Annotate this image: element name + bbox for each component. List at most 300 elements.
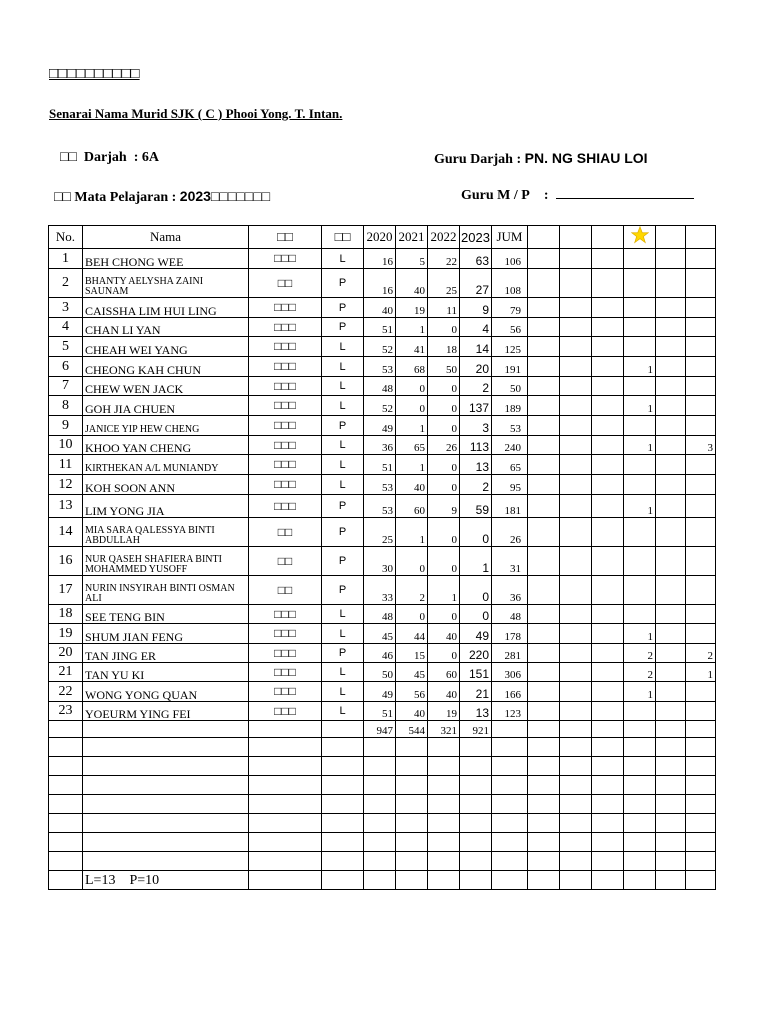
- empty-cell: [49, 814, 83, 833]
- score-2021: 1: [396, 455, 428, 475]
- class-info: [60, 150, 159, 166]
- empty-cell: [560, 833, 592, 852]
- subject-info: [54, 188, 270, 206]
- score-total: 108: [492, 269, 528, 298]
- empty-cell: [560, 337, 592, 357]
- header-star: [624, 226, 656, 249]
- table-row: [49, 518, 716, 547]
- table-row: [49, 682, 716, 702]
- summary-row: [49, 871, 716, 890]
- empty-cell: [492, 833, 528, 852]
- score-2022: 22: [428, 249, 460, 269]
- score-2020: 40: [364, 298, 396, 318]
- score-total: 106: [492, 249, 528, 269]
- score-2022: 11: [428, 298, 460, 318]
- empty-cell: [249, 757, 322, 776]
- score-2023: 0: [460, 518, 492, 547]
- student-sex: P: [322, 576, 364, 605]
- header-chinese-name: □□: [249, 226, 322, 249]
- extra-count: [686, 377, 716, 396]
- row-number: 6: [49, 357, 83, 377]
- empty-cell: [592, 518, 624, 547]
- header-empty: [528, 226, 560, 249]
- score-2020: 45: [364, 624, 396, 644]
- student-sex: L: [322, 702, 364, 721]
- score-2021: 15: [396, 644, 428, 663]
- score-2022: 0: [428, 547, 460, 576]
- extra-count: [686, 396, 716, 416]
- score-2023: 20: [460, 357, 492, 377]
- score-2020: 52: [364, 396, 396, 416]
- student-name: CAISSHA LIM HUI LING: [83, 298, 249, 318]
- empty-cell: [396, 776, 428, 795]
- score-total: 53: [492, 416, 528, 436]
- empty-cell: [686, 738, 716, 757]
- empty-cell: [592, 795, 624, 814]
- empty-cell: [656, 833, 686, 852]
- empty-cell: [592, 337, 624, 357]
- score-2023: 21: [460, 682, 492, 702]
- empty-cell: [249, 814, 322, 833]
- empty-cell: [492, 852, 528, 871]
- empty-cell: [528, 377, 560, 396]
- empty-cell: [624, 721, 656, 738]
- empty-cell: [656, 337, 686, 357]
- row-number: 20: [49, 644, 83, 663]
- total-2020: 947: [364, 721, 396, 738]
- table-row: [49, 547, 716, 576]
- score-2020: 16: [364, 249, 396, 269]
- score-2022: 50: [428, 357, 460, 377]
- table-row: [49, 576, 716, 605]
- empty-cell: [528, 663, 560, 682]
- score-2022: 25: [428, 269, 460, 298]
- empty-cell: [396, 795, 428, 814]
- table-row: [49, 605, 716, 624]
- empty-cell: [686, 721, 716, 738]
- class-teacher-label: Guru Darjah :: [434, 152, 522, 167]
- student-sex: L: [322, 624, 364, 644]
- empty-cell: [656, 682, 686, 702]
- table-row: [49, 624, 716, 644]
- empty-cell: [686, 814, 716, 833]
- empty-cell: [592, 318, 624, 337]
- empty-cell: [656, 644, 686, 663]
- class-label-cn: □□: [60, 150, 77, 165]
- student-chinese-name: □□□: [249, 495, 322, 518]
- empty-cell: [49, 757, 83, 776]
- student-sex: L: [322, 357, 364, 377]
- score-2022: 0: [428, 455, 460, 475]
- score-2023: 27: [460, 269, 492, 298]
- score-2021: 40: [396, 269, 428, 298]
- empty-cell: [364, 776, 396, 795]
- score-total: 65: [492, 455, 528, 475]
- blank-row: [49, 738, 716, 757]
- empty-cell: [528, 605, 560, 624]
- score-2020: 51: [364, 455, 396, 475]
- row-number: 13: [49, 495, 83, 518]
- empty-cell: [49, 721, 83, 738]
- score-2021: 2: [396, 576, 428, 605]
- score-total: 36: [492, 576, 528, 605]
- score-total: 48: [492, 605, 528, 624]
- empty-cell: [656, 416, 686, 436]
- school-chinese-title: □□□□□□□□□□: [49, 66, 140, 82]
- empty-cell: [528, 738, 560, 757]
- empty-cell: [560, 475, 592, 495]
- empty-cell: [656, 852, 686, 871]
- extra-count: [686, 318, 716, 337]
- empty-cell: [49, 833, 83, 852]
- student-sex: L: [322, 377, 364, 396]
- empty-cell: [592, 269, 624, 298]
- empty-cell: [83, 721, 249, 738]
- table-header-row: [49, 226, 716, 249]
- student-name: CHEAH WEI YANG: [83, 337, 249, 357]
- empty-cell: [249, 795, 322, 814]
- score-2021: 0: [396, 377, 428, 396]
- row-number: 12: [49, 475, 83, 495]
- empty-cell: [322, 833, 364, 852]
- empty-cell: [428, 795, 460, 814]
- empty-cell: [528, 357, 560, 377]
- student-sex: L: [322, 682, 364, 702]
- empty-cell: [656, 624, 686, 644]
- star-count: 1: [624, 682, 656, 702]
- subject-label: Mata Pelajaran :: [74, 190, 177, 205]
- blank-row: [49, 833, 716, 852]
- header-2022: 2022: [428, 226, 460, 249]
- student-name: KOH SOON ANN: [83, 475, 249, 495]
- score-2022: 0: [428, 396, 460, 416]
- empty-cell: [322, 871, 364, 890]
- empty-cell: [592, 682, 624, 702]
- subject-value: 2023□□□□□□□: [179, 188, 271, 204]
- empty-cell: [83, 814, 249, 833]
- row-number: 11: [49, 455, 83, 475]
- empty-cell: [322, 757, 364, 776]
- empty-cell: [592, 475, 624, 495]
- score-total: 240: [492, 436, 528, 455]
- empty-cell: [428, 738, 460, 757]
- empty-cell: [686, 776, 716, 795]
- empty-cell: [528, 576, 560, 605]
- empty-cell: [560, 495, 592, 518]
- empty-cell: [656, 547, 686, 576]
- extra-count: [686, 702, 716, 721]
- row-number: 21: [49, 663, 83, 682]
- score-2020: 53: [364, 495, 396, 518]
- row-number: 18: [49, 605, 83, 624]
- score-2021: 1: [396, 518, 428, 547]
- row-number: 22: [49, 682, 83, 702]
- empty-cell: [560, 396, 592, 416]
- row-number: 1: [49, 249, 83, 269]
- star-count: [624, 318, 656, 337]
- empty-cell: [560, 663, 592, 682]
- table-row: [49, 436, 716, 455]
- empty-cell: [396, 757, 428, 776]
- empty-cell: [560, 518, 592, 547]
- empty-cell: [592, 495, 624, 518]
- student-chinese-name: □□□: [249, 396, 322, 416]
- student-sex: L: [322, 663, 364, 682]
- star-count: [624, 702, 656, 721]
- empty-cell: [560, 814, 592, 833]
- empty-cell: [624, 795, 656, 814]
- star-count: 1: [624, 357, 656, 377]
- score-2020: 51: [364, 318, 396, 337]
- empty-cell: [528, 852, 560, 871]
- student-chinese-name: □□□: [249, 318, 322, 337]
- star-count: [624, 455, 656, 475]
- score-2022: 0: [428, 475, 460, 495]
- empty-cell: [656, 814, 686, 833]
- score-2022: 9: [428, 495, 460, 518]
- extra-count: [686, 624, 716, 644]
- empty-cell: [528, 795, 560, 814]
- empty-cell: [592, 644, 624, 663]
- score-2023: 59: [460, 495, 492, 518]
- student-sex: L: [322, 249, 364, 269]
- header-2020: 2020: [364, 226, 396, 249]
- extra-count: [686, 337, 716, 357]
- score-2023: 4: [460, 318, 492, 337]
- empty-cell: [656, 605, 686, 624]
- empty-cell: [592, 416, 624, 436]
- score-2020: 49: [364, 682, 396, 702]
- empty-cell: [560, 702, 592, 721]
- student-chinese-name: □□□: [249, 455, 322, 475]
- empty-cell: [560, 721, 592, 738]
- star-count: [624, 337, 656, 357]
- empty-cell: [592, 455, 624, 475]
- extra-count: 1: [686, 663, 716, 682]
- table-row: [49, 495, 716, 518]
- empty-cell: [592, 249, 624, 269]
- score-2020: 48: [364, 377, 396, 396]
- empty-cell: [560, 682, 592, 702]
- empty-cell: [592, 298, 624, 318]
- score-2021: 0: [396, 547, 428, 576]
- score-2021: 68: [396, 357, 428, 377]
- empty-cell: [249, 721, 322, 738]
- empty-cell: [560, 377, 592, 396]
- extra-count: 2: [686, 644, 716, 663]
- student-name: WONG YONG QUAN: [83, 682, 249, 702]
- score-2023: 14: [460, 337, 492, 357]
- total-2023: 921: [460, 721, 492, 738]
- score-2022: 60: [428, 663, 460, 682]
- empty-cell: [249, 738, 322, 757]
- empty-cell: [428, 757, 460, 776]
- score-total: 166: [492, 682, 528, 702]
- empty-cell: [560, 455, 592, 475]
- empty-cell: [560, 318, 592, 337]
- empty-cell: [592, 357, 624, 377]
- table-row: [49, 357, 716, 377]
- empty-cell: [592, 605, 624, 624]
- empty-cell: [396, 833, 428, 852]
- score-2023: 49: [460, 624, 492, 644]
- empty-cell: [396, 814, 428, 833]
- empty-cell: [656, 757, 686, 776]
- empty-cell: [396, 871, 428, 890]
- score-2020: 25: [364, 518, 396, 547]
- table-row: [49, 318, 716, 337]
- empty-cell: [656, 702, 686, 721]
- empty-cell: [560, 757, 592, 776]
- header-empty: [592, 226, 624, 249]
- header-no: No.: [49, 226, 83, 249]
- score-2020: 48: [364, 605, 396, 624]
- document-title: Senarai Nama Murid SJK ( C ) Phooi Yong. T. Intan.: [49, 106, 343, 121]
- empty-cell: [656, 663, 686, 682]
- extra-count: [686, 416, 716, 436]
- empty-cell: [686, 852, 716, 871]
- total-2022: 321: [428, 721, 460, 738]
- student-sex: L: [322, 605, 364, 624]
- student-name: GOH JIA CHUEN: [83, 396, 249, 416]
- row-number: 8: [49, 396, 83, 416]
- row-number: 14: [49, 518, 83, 547]
- score-2020: 49: [364, 416, 396, 436]
- score-2023: 13: [460, 455, 492, 475]
- score-2023: 151: [460, 663, 492, 682]
- empty-cell: [492, 757, 528, 776]
- empty-cell: [624, 776, 656, 795]
- empty-cell: [528, 396, 560, 416]
- row-number: 23: [49, 702, 83, 721]
- student-name: NURIN INSYIRAH BINTI OSMAN ALI: [83, 576, 249, 605]
- score-2021: 19: [396, 298, 428, 318]
- score-2021: 40: [396, 702, 428, 721]
- empty-cell: [528, 721, 560, 738]
- star-count: 2: [624, 644, 656, 663]
- star-count: [624, 298, 656, 318]
- empty-cell: [560, 644, 592, 663]
- empty-cell: [364, 738, 396, 757]
- empty-cell: [528, 833, 560, 852]
- class-teacher-info: [434, 150, 648, 168]
- empty-cell: [364, 852, 396, 871]
- student-name: CHEONG KAH CHUN: [83, 357, 249, 377]
- student-name: BEH CHONG WEE: [83, 249, 249, 269]
- student-sex: L: [322, 436, 364, 455]
- student-chinese-name: □□□: [249, 436, 322, 455]
- empty-cell: [322, 795, 364, 814]
- empty-cell: [249, 871, 322, 890]
- empty-cell: [592, 377, 624, 396]
- empty-cell: [656, 455, 686, 475]
- extra-count: [686, 298, 716, 318]
- empty-cell: [528, 298, 560, 318]
- empty-cell: [460, 757, 492, 776]
- empty-cell: [364, 757, 396, 776]
- score-2021: 56: [396, 682, 428, 702]
- star-count: [624, 269, 656, 298]
- empty-cell: [560, 547, 592, 576]
- empty-cell: [460, 833, 492, 852]
- empty-cell: [624, 757, 656, 776]
- student-sex: P: [322, 298, 364, 318]
- subject-teacher-label: Guru M / P: [461, 188, 530, 203]
- header-empty: [686, 226, 716, 249]
- empty-cell: [249, 776, 322, 795]
- row-number: 4: [49, 318, 83, 337]
- empty-cell: [83, 757, 249, 776]
- empty-cell: [492, 795, 528, 814]
- empty-cell: [592, 436, 624, 455]
- score-total: 306: [492, 663, 528, 682]
- empty-cell: [592, 757, 624, 776]
- star-count: [624, 416, 656, 436]
- empty-cell: [528, 518, 560, 547]
- empty-cell: [592, 814, 624, 833]
- empty-cell: [592, 702, 624, 721]
- empty-cell: [560, 357, 592, 377]
- empty-cell: [592, 871, 624, 890]
- extra-count: [686, 475, 716, 495]
- table-row: [49, 269, 716, 298]
- score-2020: 33: [364, 576, 396, 605]
- empty-cell: [592, 852, 624, 871]
- student-sex: P: [322, 416, 364, 436]
- row-number: 7: [49, 377, 83, 396]
- table-row: [49, 475, 716, 495]
- empty-cell: [49, 795, 83, 814]
- table-row: [49, 298, 716, 318]
- empty-cell: [528, 624, 560, 644]
- empty-cell: [656, 396, 686, 416]
- empty-cell: [656, 495, 686, 518]
- student-chinese-name: □□□: [249, 644, 322, 663]
- table-row: [49, 455, 716, 475]
- student-name: KIRTHEKAN A/L MUNIANDY: [83, 455, 249, 475]
- empty-cell: [686, 871, 716, 890]
- extra-count: [686, 357, 716, 377]
- extra-count: [686, 249, 716, 269]
- student-chinese-name: □□□: [249, 357, 322, 377]
- empty-cell: [528, 436, 560, 455]
- row-number: 2: [49, 269, 83, 298]
- score-total: 79: [492, 298, 528, 318]
- empty-cell: [83, 776, 249, 795]
- score-2023: 1: [460, 547, 492, 576]
- header-2023: 2023: [460, 226, 492, 249]
- blank-row: [49, 776, 716, 795]
- star-count: [624, 547, 656, 576]
- score-2020: 36: [364, 436, 396, 455]
- subject-teacher-blank-line: [556, 188, 694, 199]
- empty-cell: [686, 795, 716, 814]
- score-total: 181: [492, 495, 528, 518]
- empty-cell: [492, 814, 528, 833]
- class-teacher-value: PN. NG SHIAU LOI: [524, 150, 648, 166]
- blank-row: [49, 814, 716, 833]
- empty-cell: [592, 396, 624, 416]
- blank-row: [49, 795, 716, 814]
- empty-cell: [560, 269, 592, 298]
- empty-cell: [460, 852, 492, 871]
- student-chinese-name: □□□: [249, 702, 322, 721]
- empty-cell: [460, 814, 492, 833]
- student-chinese-name: □□□: [249, 663, 322, 682]
- star-icon: [631, 226, 649, 244]
- score-2023: 220: [460, 644, 492, 663]
- empty-cell: [656, 518, 686, 547]
